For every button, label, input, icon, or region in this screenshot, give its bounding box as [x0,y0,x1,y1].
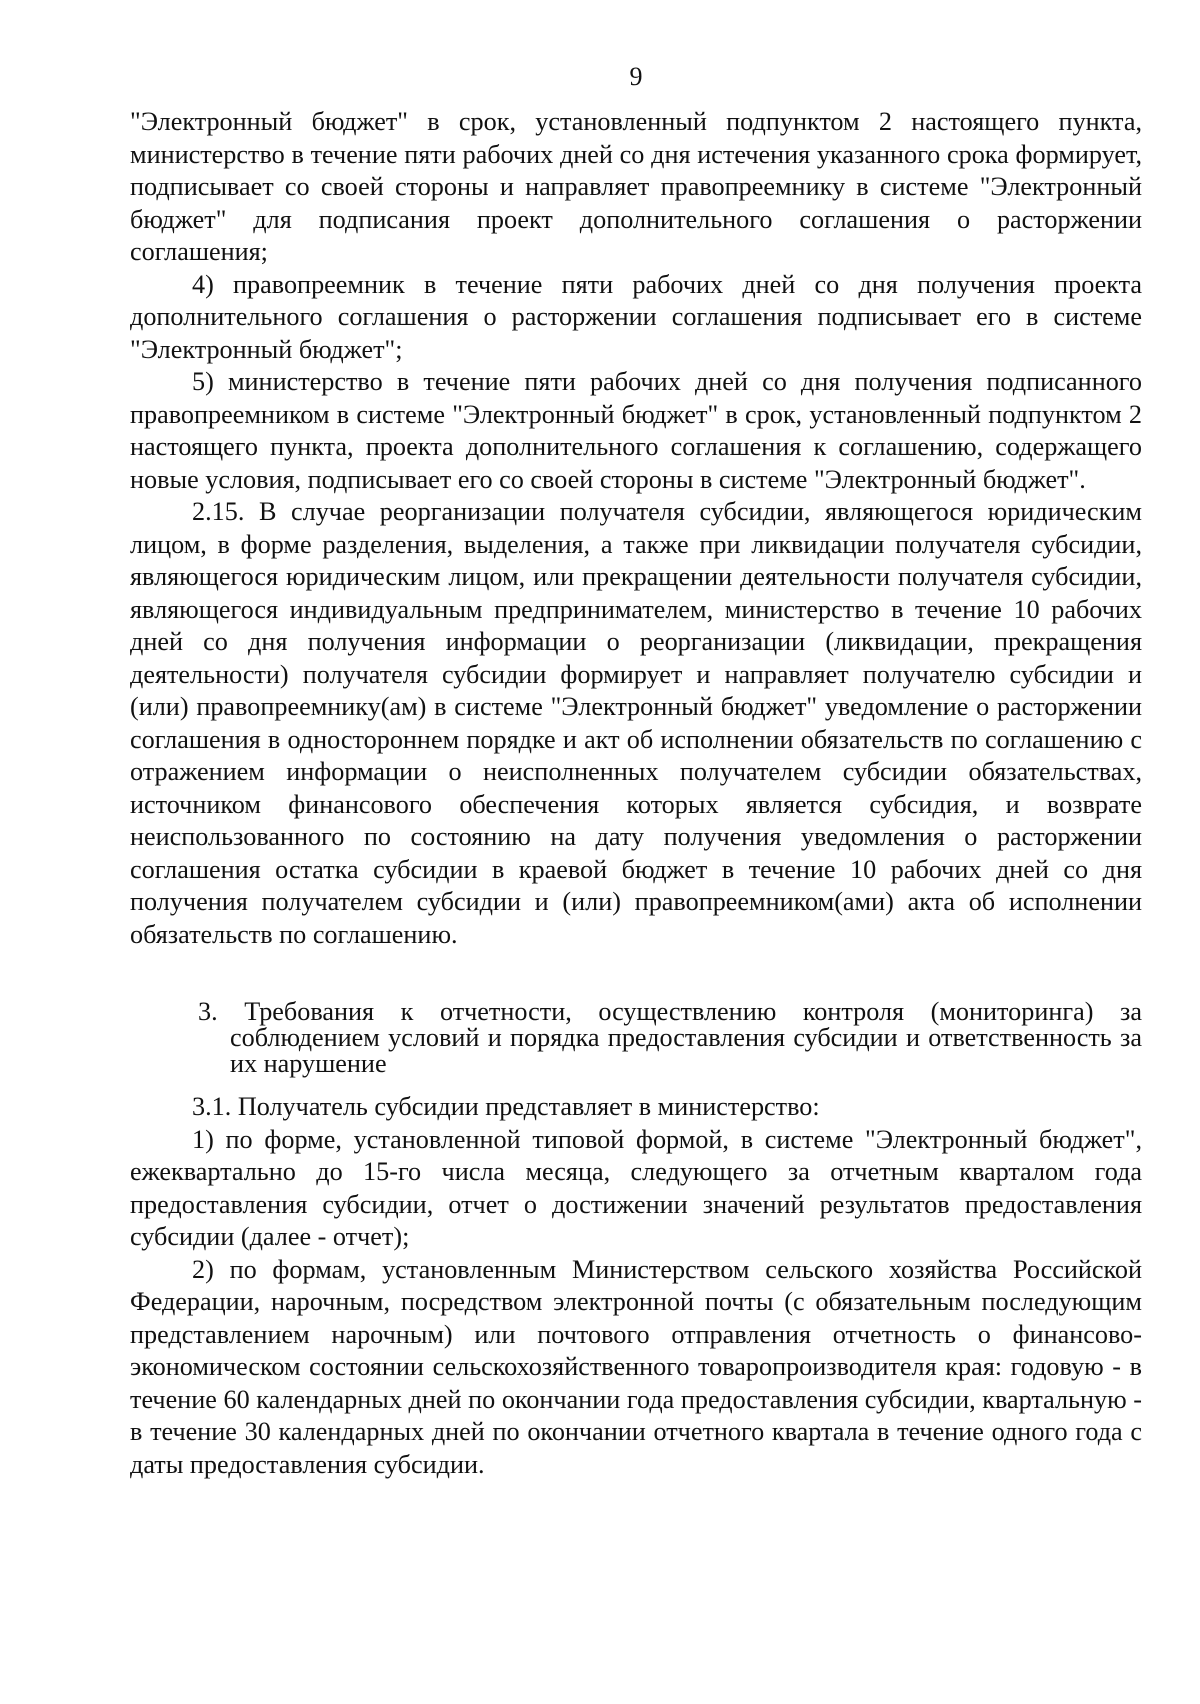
paragraph-3-1-item-2: 2) по формам, установленным Министерством сельского хозяйства Российской Федерации, нарочным, посредством электронной почты (с обязательным последующим представлением нарочным) или почтового отправления отчетность о финансово-экономическом состоянии сельскохозяйственного товаропроизводителя края: годовую - в течение 60 календарных дней по окончании года предоставления субсидии, квартальную - в течение 30 календарных дней по окончании отчетного квартала в течение одного года с даты предоставления субсидии. [130,1254,1142,1479]
section-3-heading: 3. Требования к отчетности, осуществлению контроля (мониторинга) за соблюдением условий и порядка предоставления субсидии и ответственность за их нарушение [198,997,1142,1078]
paragraph-continuation: "Электронный бюджет" в срок, установленный подпунктом 2 настоящего пункта, министерство в течение пяти рабочих дней со дня истечения указанного срока формирует, подписывает со своей стороны и направляет правопреемнику в системе "Электронный бюджет" для подписания проект дополнительного соглашения о расторжении соглашения; [130,107,1142,266]
paragraph-2-15: 2.15. В случае реорганизации получателя субсидии, являющегося юридическим лицом, в форме разделения, выделения, а также при ликвидации получателя субсидии, являющегося юридическим лицом, или прекращении деятельности получателя субсидии, являющегося индивидуальным предпринимателем, министерство в течение 10 рабочих дней со дня получения информации о реорганизации (ликвидации, прекращения деятельности) получателя субсидии формирует и направляет получателю субсидии и (или) правопреемнику(ам) в системе "Электронный бюджет" уведомление о расторжении соглашения в одностороннем порядке и акт об исполнении обязательств по соглашению с отражением информации о неисполненных получателем субсидии обязательствах, источником финансового обеспечения которых является субсидия, и возврате неиспользованного по состоянию на дату получения уведомления о расторжении соглашения остатка субсидии в краевой бюджет в течение 10 рабочих дней со дня получения получателем субсидии и (или) правопреемником(ами) акта об исполнении обязательств по соглашению. [130,497,1142,949]
paragraph-3-1-item-1: 1) по форме, установленной типовой формой, в системе "Электронный бюджет", ежеквартально до 15-го числа месяца, следующего за отчетным кварталом года предоставления субсидии, отчет о достижении значений результатов предоставления субсидии (далее - отчет); [130,1124,1142,1251]
paragraph-item-4: 4) правопреемник в течение пяти рабочих дней со дня получения проекта дополнительного соглашения о расторжении соглашения подписывает его в системе "Электронный бюджет"; [130,269,1142,364]
document-page [130,60,1142,1481]
paragraph-item-5: 5) министерство в течение пяти рабочих дней со дня получения подписанного правопреемником в системе "Электронный бюджет" в срок, установленный подпунктом 2 настоящего пункта, проекта дополнительного соглашения к соглашению, содержащего новые условия, подписывает его со своей стороны в системе "Электронный бюджет". [130,367,1142,494]
page-number: 9 [629,62,643,91]
paragraph-3-1: 3.1. Получатель субсидии представляет в министерство: [192,1092,820,1121]
